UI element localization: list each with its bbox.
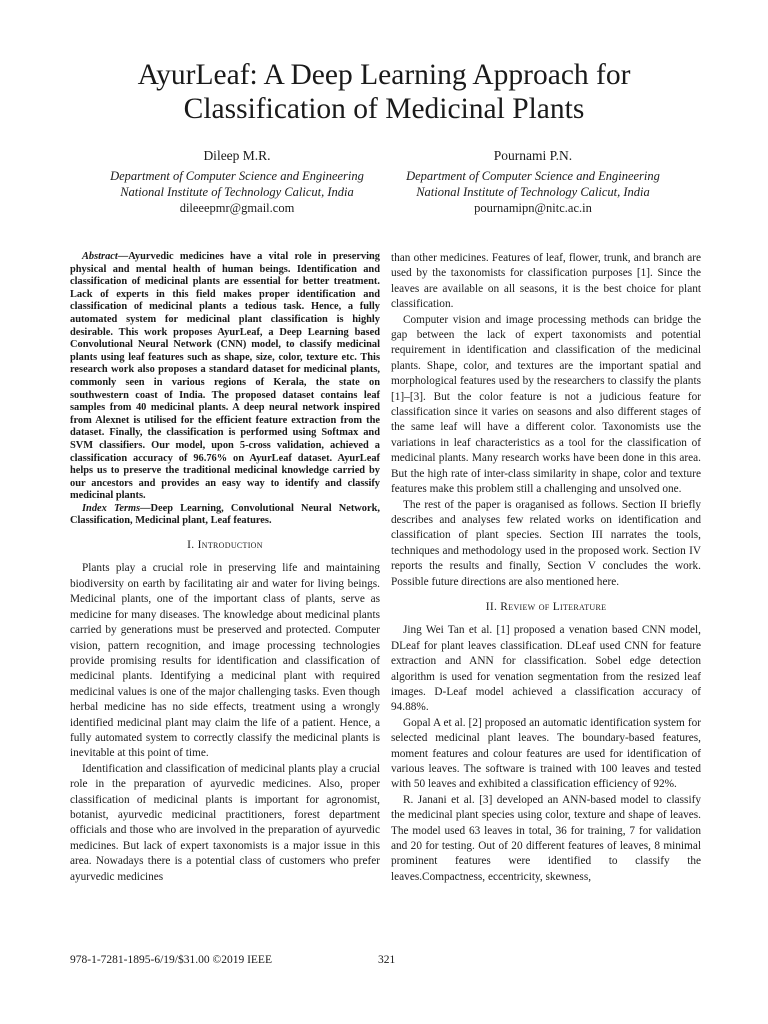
title-line-1: AyurLeaf: A Deep Learning Approach for	[137, 59, 631, 91]
author-email: dileeepmr@gmail.com	[179, 201, 295, 215]
index-terms-text: —Deep Learning, Convolutional Neural Network, Classification, Medicinal plant, Leaf features.	[70, 502, 380, 527]
section-heading-introduction: I. Introduction	[187, 539, 263, 552]
left-column	[70, 251, 380, 885]
author-block-1	[72, 148, 402, 216]
author-name: Pournami P.N.	[493, 148, 573, 163]
page-number: 321	[378, 954, 396, 966]
title-line-2: Classification of Medicinal Plants	[183, 93, 585, 125]
abstract	[70, 251, 380, 503]
footer-isbn: 978-1-7281-1895-6/19/$31.00 ©2019 IEEE	[70, 954, 272, 966]
review-paragraph-1: Jing Wei Tan et al. [1] proposed a venation based CNN model, DLeaf for plant leaves classification. DLeaf used CNN for feature extraction and ANN for classification. Sobel edge detection algorithm is used for venation segmentation from the resized leaf images. D-Leaf model achieved a classification accuracy of 94.88%.	[391, 624, 701, 714]
author-department: Department of Computer Science and Engineering	[406, 169, 660, 183]
intro-paragraph-3: Computer vision and image processing methods can bridge the gap between the lack of expert taxonomists and potential requirement in identification and classification of the medicinal plants. Shape, color, and textures are the important spatial and morphological features used by the researchers to classify the plants [1]–[3]. But the color feature is not a judicious feature for classification since it varies on seasons and also different stages of the same leaf will have a different color. Taxonomists use the variations in leaf characteristics as a tool for the classification of medicinal plants. Many research works have been done in this area. But the high rate of inter-class similarity in shape, color and texture features make this problem still a challenging and unsolved one.	[391, 313, 701, 496]
abstract-text: —Ayurvedic medicines have a vital role in preserving physical and mental health of human beings. Identification and classification of medicinal plants are essential for better treatment. Lack of experts in this field makes proper identification and classification of medicinal plants a tedious task. Hence, a fully automated system for medicinal plant classification is highly desirable. This work proposes AyurLeaf, a Deep Learning based Convolutional Neural Network (CNN) model, to classify medicinal plants using leaf features such as shape, size, color, texture etc. This research work also proposes a standard dataset for medicinal plants, commonly seen in various regions of Kerala, the state on southwestern coast of India. The proposed dataset contains leaf samples from 40 medicinal plants. A deep neural network inspired from Alexnet is utilised for the efficient feature extraction from the dataset. Finally, the classification is performed using Softmax and SVM classifiers. Our model, upon 5-cross validation, achieved a classification accuracy of 96.76% on AyurLeaf dataset. AyurLeaf helps us to preserve the traditional medicinal knowledge carried by our ancestors and provides an easy way to identify and classify medicinal plants.	[70, 251, 380, 502]
review-paragraph-2: Gopal A et al. [2] proposed an automatic identification system for selected medicinal plant leaves. The boundary-based features, moment features and colour features are used for identification of various leaves. The software is trained with 100 leaves and tested with 50 leaves and exhibited a classification efficiency of 92%.	[391, 716, 701, 791]
abstract-lead: Abstract	[82, 251, 118, 262]
author-institution: National Institute of Technology Calicut, India	[120, 185, 354, 199]
intro-paragraph-2: Identification and classification of medicinal plants play a crucial role in the preparation of ayurvedic medicines. Also, proper classification of medicinal plants is important for agronomist, botanist, ayurvedic medicinal practitioners, forest department officials and those who are involved in the preparation of ayurvedic medicines. But lack of expert taxonomists is a major issue in this area. Nowadays there is a potential class of customers who prefer ayurvedic medicines	[70, 762, 380, 883]
author-block-2	[368, 148, 698, 216]
paper-title	[0, 58, 768, 126]
index-terms-lead: Index Terms	[82, 502, 141, 514]
index-terms	[70, 503, 380, 528]
intro-paragraph-2-cont: than other medicines. Features of leaf, flower, trunk, and branch are used by the taxonomists for classification purposes [1]. Since the leaves are available on all seasons, it is the best choice for plant classification.	[391, 252, 701, 311]
author-name: Dileep M.R.	[203, 148, 271, 163]
author-department: Department of Computer Science and Engineering	[110, 169, 364, 183]
author-email: pournamipn@nitc.ac.in	[474, 201, 592, 215]
intro-paragraph-1: Plants play a crucial role in preserving life and maintaining biodiversity on earth by facilitating air and water for living beings. Medicinal plants, one of the important class of plants, serve as medicine for many diseases. The knowledge about medicinal plants carried by generations must be preserved and protected. Computer vision, pattern recognition, and image processing technologies provide promising results for identification and classification of medicinal plants. Identifying a medicinal plant with required medicinal values is one of the major challenging tasks. Even though herbal medicine has no side effects, treatment using a wrongly identified medicinal plant may claim the life of a patient. Hence, a fully automated system to correctly classify the medicinal plants is inevitable at this point of time.	[70, 562, 380, 760]
review-paragraph-3: R. Janani et al. [3] developed an ANN-based model to classify the medicinal plant species using color, texture and shape of leaves. The model used 63 leaves in total, 36 for training, 7 for validation and 20 for testing. Out of 20 different features of leaves, 8 minimal prominent features were identified to classify the leaves.Compactness, eccentricity, skewness,	[391, 793, 701, 883]
section-heading-review: II. Review of Literature	[485, 600, 607, 613]
author-institution: National Institute of Technology Calicut, India	[416, 185, 650, 199]
intro-paragraph-4: The rest of the paper is oraganised as follows. Section II briefly describes and analyses few related works on identification and classification of plant species. Section III narrates the tools, techniques and methodology used in the proposed work. Section IV reports the results and finally, Section V concludes the work. Possible future directions are also mentioned here.	[391, 498, 701, 588]
right-column	[391, 251, 701, 885]
